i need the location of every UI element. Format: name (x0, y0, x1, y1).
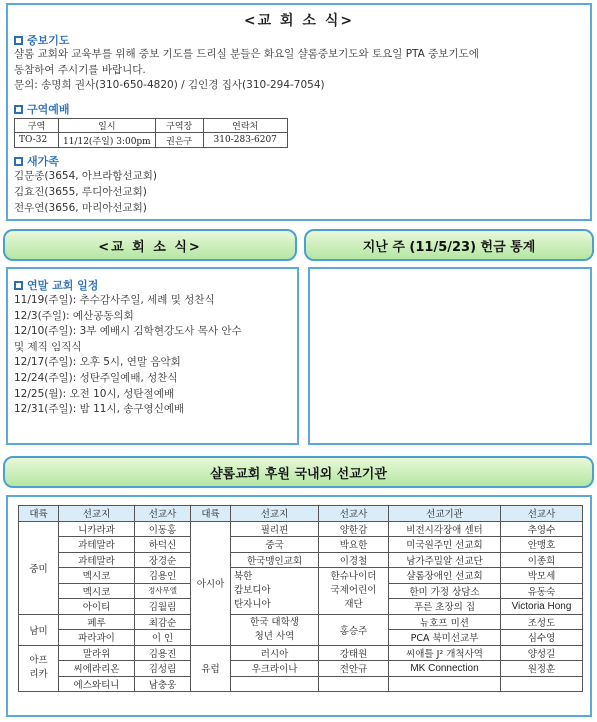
mission-field: 한국 대학생 (250, 616, 299, 628)
missionary-name: 이 인 (135, 630, 191, 646)
newcomers-list (14, 168, 157, 216)
mission-field-group (231, 614, 319, 645)
offering-banner: 지난 주 (11/5/23) 헌금 통계 (304, 229, 594, 261)
mission-field: 멕시코 (59, 568, 135, 584)
missionary-name: 김용진 (135, 645, 191, 661)
missionary-name: 안맹호 (501, 537, 583, 553)
col-continent: 대륙 (19, 506, 59, 522)
mission-field: 캄보디아 (234, 584, 271, 596)
news-banner: <교 회 소 식> (3, 229, 297, 261)
col-field: 선교지 (59, 506, 135, 522)
checkbox-bullet-icon (14, 36, 23, 45)
missionary-name: 심수영 (501, 630, 583, 646)
district-heading (14, 101, 70, 117)
district-phone: 310-283-6207 (203, 133, 287, 148)
mission-field: 에스와티니 (59, 676, 135, 692)
missionary-name: 정사무엘 (135, 583, 191, 599)
table-row (19, 568, 583, 584)
checkbox-bullet-icon (14, 105, 23, 114)
missionary-name: 이종희 (501, 552, 583, 568)
table-row (19, 537, 583, 553)
missionary-name: 국제어린이 (330, 584, 377, 596)
missionary-name: 김용인 (135, 568, 191, 584)
mission-org: 미국원주민 선교회 (389, 537, 501, 553)
mission-field: 한국맹인교회 (231, 552, 319, 568)
missionary-name: 한슈나이더 (330, 570, 377, 582)
mission-org: 샬롬장애인 선교회 (389, 568, 501, 584)
list-item: 12/10(주일): 3부 예배시 김학현강도사 목사 안수 (14, 325, 242, 338)
year-end-heading (14, 277, 98, 293)
table-row (19, 661, 583, 677)
missionary-name: 김월림 (135, 599, 191, 615)
district-table (14, 118, 288, 148)
empty-cell (501, 676, 583, 692)
checkbox-bullet-icon (14, 281, 23, 290)
list-item: 11/19(주일): 추수감사주일, 세례 및 성찬식 (14, 294, 215, 306)
district-datetime: 11/12(주일) 3:00pm (59, 133, 156, 148)
table-row (19, 645, 583, 661)
missionary-name: 홍승주 (319, 614, 389, 645)
list-item: 12/24(주일): 성탄주일예배, 성찬식 (14, 371, 178, 384)
continent-central-america: 중미 (19, 521, 59, 614)
mission-table (18, 505, 583, 692)
mission-org: 뉴호프 미션 (389, 614, 501, 630)
table-row (19, 614, 583, 630)
mission-field: 페루 (59, 614, 135, 630)
mission-field: 파라과이 (59, 630, 135, 646)
mission-field: 중국 (231, 537, 319, 553)
missionary-name: 장경순 (135, 552, 191, 568)
table-row (19, 552, 583, 568)
missionary-name: 최감순 (135, 614, 191, 630)
mission-org: 남가주밀알 선교단 (389, 552, 501, 568)
mission-field: 과테말라 (59, 552, 135, 568)
year-end-heading-text: 연말 교회 일정 (27, 279, 99, 292)
prayer-line: 동참하여 주시기를 바랍니다. (14, 63, 146, 76)
missionary-name: 강태원 (319, 645, 389, 661)
list-item: 김효진(3655, 루디아선교회) (14, 186, 147, 198)
empty-cell (389, 676, 501, 692)
col-missionary: 선교사 (135, 506, 191, 522)
mission-field: 필리핀 (231, 521, 319, 537)
mission-field: 과테말라 (59, 537, 135, 553)
mission-org: MK Connection (389, 661, 501, 677)
missionary-name: 양성길 (501, 645, 583, 661)
missionary-name: 박요한 (319, 537, 389, 553)
col-organization: 선교기관 (389, 506, 501, 522)
year-end-list (14, 293, 242, 418)
mission-banner: 샬롬교회 후원 국내외 선교기관 (3, 456, 594, 488)
mission-field: 러시아 (231, 645, 319, 661)
district-code: TO-32 (15, 133, 59, 148)
mission-field: 우크라이나 (231, 661, 319, 677)
col-datetime: 일시 (59, 119, 156, 133)
table-row (15, 133, 288, 148)
col-continent: 대륙 (191, 506, 231, 522)
mission-field-group (231, 568, 319, 615)
list-item: 12/3(주일): 예산공동의회 (14, 309, 134, 322)
continent-europe: 유럽 (191, 645, 231, 692)
prayer-line: 샬롬 교회와 교육부를 위해 중보 기도를 드리실 분들은 화요일 샬롬중보기도와 토요일 PTA 중보기도에 (14, 48, 479, 60)
newcomers-heading (14, 153, 59, 169)
missionary-name: 재단 (344, 598, 363, 610)
continent-africa-line: 리카 (29, 669, 48, 681)
missionary-name: 김성림 (135, 661, 191, 677)
list-item: 전우연(3656, 마리아선교회) (14, 202, 147, 214)
table-row (19, 521, 583, 537)
mission-field: 아이티 (59, 599, 135, 615)
mission-field: 말라위 (59, 645, 135, 661)
newcomers-heading-text: 새가족 (27, 155, 59, 168)
missionary-group (319, 568, 389, 615)
mission-org: 비전시각장애 센터 (389, 521, 501, 537)
list-item: 12/17(주일): 오후 5시, 연말 음악회 (14, 356, 181, 369)
missionary-name: 유동숙 (501, 583, 583, 599)
col-missionary: 선교사 (319, 506, 389, 522)
continent-africa (19, 645, 59, 692)
missionary-name: 이동홍 (135, 521, 191, 537)
missionary-name: 원정훈 (501, 661, 583, 677)
mission-field: 청년 사역 (254, 630, 295, 642)
list-item: 12/25(월): 오전 10시, 성탄절예배 (14, 387, 174, 400)
missionary-name: 양한감 (319, 521, 389, 537)
empty-cell (319, 676, 389, 692)
col-contact: 연락처 (203, 119, 287, 133)
missionary-name: 이경철 (319, 552, 389, 568)
missionary-name: 추영수 (501, 521, 583, 537)
list-item: 12/31(주일): 밤 11시, 송구영신예배 (14, 403, 185, 416)
year-end-panel (6, 267, 299, 445)
mission-org: 씨애틀 J² 개척사역 (389, 645, 501, 661)
table-row (19, 676, 583, 692)
mission-org: 한미 가정 상담소 (389, 583, 501, 599)
district-leader: 권은구 (155, 133, 203, 148)
col-district: 구역 (15, 119, 59, 133)
district-heading-text: 구역예배 (27, 103, 70, 116)
list-item: 김문종(3654, 아브라함선교회) (14, 170, 158, 182)
col-leader: 구역장 (155, 119, 203, 133)
prayer-heading (14, 32, 70, 48)
offering-panel (308, 267, 592, 445)
missionary-name: Victoria Hong (501, 599, 583, 615)
prayer-heading-text: 중보기도 (27, 34, 70, 47)
district-table-header (15, 119, 288, 133)
mission-table-header (19, 506, 583, 522)
empty-cell (231, 676, 319, 692)
mission-org: 푸른 초장의 집 (389, 599, 501, 615)
mission-field: 탄자니아 (234, 598, 271, 610)
mission-field: 니카라과 (59, 521, 135, 537)
checkbox-bullet-icon (14, 157, 23, 166)
church-news-panel (6, 3, 592, 221)
continent-africa-line: 아프 (29, 655, 48, 667)
prayer-contact: 문의: 송명희 권사(310-650-4820) / 김인경 집사(310-294-7054) (14, 79, 325, 91)
missionary-name: 전안규 (319, 661, 389, 677)
news-title: <교 회 소 식> (243, 13, 355, 29)
prayer-body (14, 47, 479, 94)
mission-field: 북한 (234, 570, 253, 582)
missionary-name: 하덕신 (135, 537, 191, 553)
continent-south-america: 남미 (19, 614, 59, 645)
col-field: 선교지 (231, 506, 319, 522)
col-missionary: 선교사 (501, 506, 583, 522)
mission-field: 멕시코 (59, 583, 135, 599)
mission-org: PCA 북미선교부 (389, 630, 501, 646)
mission-field: 씨에라리온 (59, 661, 135, 677)
missionary-name: 박모세 (501, 568, 583, 584)
continent-asia: 아시아 (191, 521, 231, 645)
missionary-name: 조성도 (501, 614, 583, 630)
list-item: 및 제직 임직식 (14, 340, 82, 353)
mission-panel (6, 495, 592, 717)
missionary-name: 남충웅 (135, 676, 191, 692)
